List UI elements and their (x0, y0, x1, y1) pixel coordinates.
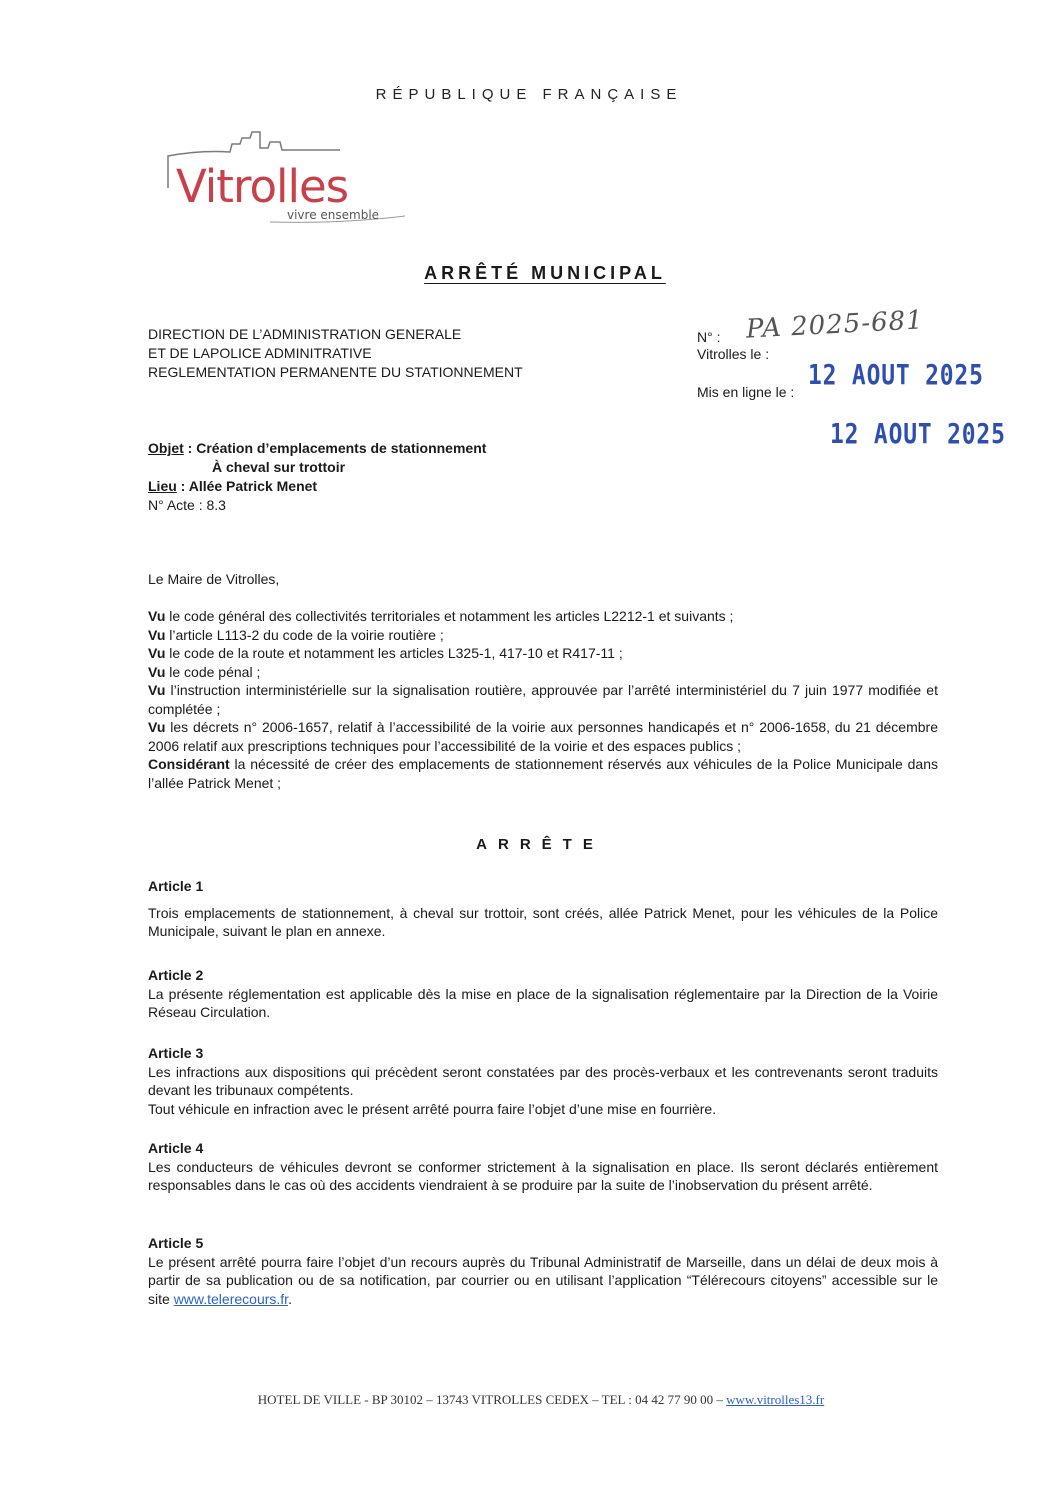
article-5 (148, 1234, 938, 1308)
preamble-item: Vu le code pénal ; (148, 663, 261, 680)
article-text: Trois emplacements de stationnement, à cheval sur trottoir, sont créés, allée Patrick Menet, pour les véhicules de la Police Municipale, suivant le plan en annexe. (148, 904, 938, 939)
article-2 (148, 966, 938, 1022)
lieu-value: Allée Patrick Menet (188, 478, 318, 494)
article-1 (148, 877, 938, 941)
objet-value-2: À cheval sur trottoir (212, 459, 346, 475)
logo-tagline: vivre ensemble (287, 208, 380, 222)
handwritten-number: PA 2025-681 (745, 305, 925, 345)
preamble-item: Vu l’instruction interministérielle sur la signalisation routière, approuvée par l’arrêté interministériel du 7 juin 1977 modifiée et complétée ; (148, 682, 938, 717)
objet-label: Objet (148, 440, 184, 456)
online-label: Mis en ligne le : (697, 384, 795, 400)
article-heading: Article 1 (148, 878, 204, 894)
article-text: Les conducteurs de véhicules devront se conformer strictement à la signalisation en place. Ils seront déclarés entièrement responsables dans le cas où des accidents viendraient à se produire par la suite de l’inobservation du présent arrêté. (148, 1158, 938, 1193)
department-line: ET DE LAPOLICE ADMINITRATIVE (148, 345, 372, 361)
department-block (148, 325, 523, 382)
preamble-item: Vu l’article L113-2 du code de la voirie routière ; (148, 626, 444, 643)
republique-francaise: RÉPUBLIQUE FRANÇAISE (375, 86, 683, 103)
number-label: N° : (697, 329, 721, 345)
online-date-stamp: 12 AOUT 2025 (830, 417, 1006, 450)
date-stamp: 12 AOUT 2025 (808, 358, 984, 391)
article-text-2: Tout véhicule en infraction avec le présent arrêté pourra faire l’objet d’une mise en fourrière. (148, 1100, 717, 1117)
vitrolles-logo-text: Vitrolles (176, 160, 349, 213)
mayor-line: Le Maire de Vitrolles, (148, 571, 280, 587)
telerecours-link[interactable]: www.telerecours.fr (173, 1290, 289, 1307)
article-heading: Article 4 (148, 1140, 204, 1156)
preamble-item: Vu les décrets n° 2006-1657, relatif à l’accessibilité de la voirie aux personnes handicapés et n° 2006-1658, du 21 décembre 2006 relatif aux prescriptions techniques pour l’accessibilité de la voirie et des espaces publics ; (148, 719, 938, 754)
objet-value: Création d’emplacements de stationnement (196, 440, 487, 456)
preamble-item: Vu le code de la route et notamment les articles L325-1, 417-10 et R417-11 ; (148, 645, 623, 661)
footer-text: HOTEL DE VILLE - BP 30102 – 13743 VITROLLES CEDEX – TEL : 04 42 77 90 00 – (257, 1392, 727, 1407)
preamble-item: Considérant la nécessité de créer des emplacements de stationnement réservés aux véhicules de la Police Municipale dans l’allée Patrick Menet ; (148, 756, 938, 791)
article-text: Le présent arrêté pourra faire l’objet d’un recours auprès du Tribunal Administratif de Marseille, dans un délai de deux mois à partir de sa publication ou de sa notification, par courrier ou en utilisant l’application “Télérecours citoyens” accessible sur le site www.telerecours.fr. (148, 1253, 938, 1307)
object-row: Objet : Création d’emplacements de stationnement (148, 440, 487, 456)
preamble-item: Vu le code général des collectivités territoriales et notamment les articles L2212-1 et suivants ; (148, 608, 734, 624)
acte-number: N° Acte : 8.3 (148, 497, 226, 513)
document-title: ARRÊTÉ MUNICIPAL (424, 263, 666, 283)
preamble-list (148, 607, 938, 792)
lieu-label: Lieu (148, 478, 177, 494)
article-3 (148, 1044, 938, 1118)
article-heading: Article 5 (148, 1235, 204, 1251)
department-line: DIRECTION DE L’ADMINISTRATION GENERALE (148, 326, 462, 342)
article-4 (148, 1139, 938, 1195)
lieu-row: Lieu : Allée Patrick Menet (148, 478, 318, 494)
arrete-heading: ARRÊTE (476, 836, 604, 853)
place-date-label: Vitrolles le : (697, 346, 770, 362)
article-text: Les infractions aux dispositions qui précèdent seront constatées par des procès-verbaux et les contrevenants seront traduits devant les tribunaux compétents. (148, 1063, 938, 1098)
article-heading: Article 2 (148, 967, 204, 983)
footer (0, 1392, 1058, 1408)
article-heading: Article 3 (148, 1045, 204, 1061)
object-row-2 (148, 458, 486, 477)
object-block (148, 439, 486, 515)
vitrolles-website-link[interactable]: www.vitrolles13.fr (726, 1392, 825, 1407)
department-line: REGLEMENTATION PERMANENTE DU STATIONNEMENT (148, 364, 523, 380)
article-text: La présente réglementation est applicable dès la mise en place de la signalisation réglementaire par la Direction de la Voirie Réseau Circulation. (148, 985, 938, 1020)
